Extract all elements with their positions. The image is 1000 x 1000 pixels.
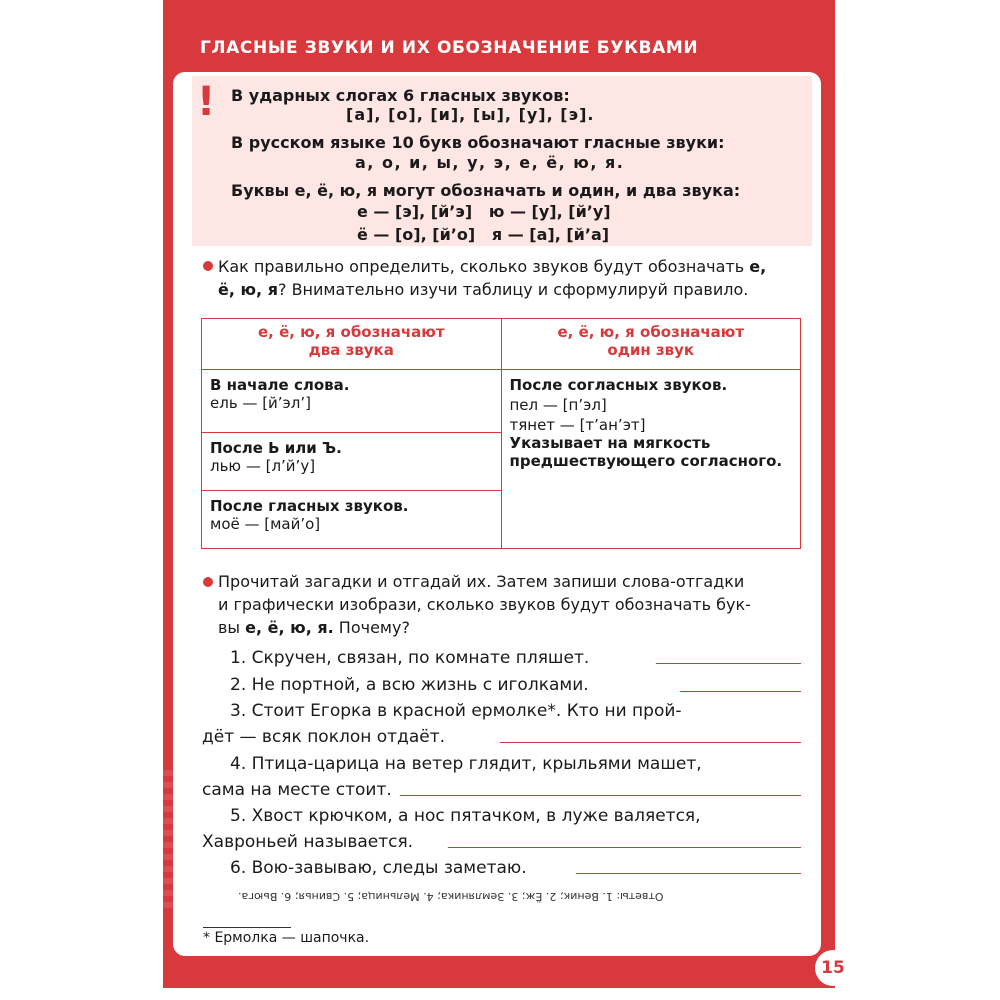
task2-text [218, 570, 803, 639]
cell-example: пел — [п’эл] [509, 396, 607, 414]
task2-line: и графически изобрази, сколько звуков будут обозначать бук- [218, 595, 751, 614]
task1-text [218, 255, 803, 301]
footnote: * Ермолка — шапочка. [203, 930, 370, 946]
page-number: 15 [815, 950, 851, 986]
cell-title: В начале слова. [210, 376, 350, 394]
riddle-1: 1. Скручен, связан, по комнате пляшет. [230, 648, 590, 668]
task2-line: Почему? [333, 618, 410, 637]
answer-line-6[interactable] [576, 873, 801, 874]
table-cell [202, 491, 502, 549]
task1-start: Как правильно определить, сколько звуков будут обозначать [218, 257, 750, 276]
header-text: е, ё, ю, я обозначают [557, 323, 745, 341]
task2-letters: е, ё, ю, я. [245, 618, 334, 637]
cell-example: тянет — [т’ан’эт] [509, 416, 646, 434]
cell-note: Указывает на мягкость [509, 434, 711, 452]
rule-line-3: Буквы е, ё, ю, я могут обозначать и один, и два звука: [231, 181, 741, 200]
riddle-3: 3. Стоит Егорка в красной ермолке*. Кто ни прой- [230, 701, 682, 721]
rule-table [201, 318, 801, 549]
answer-line-1[interactable] [656, 663, 801, 664]
riddle-5: 5. Хвост крючком, а нос пятачком, в луже валяется, [230, 806, 701, 826]
exclamation-icon: ! [197, 79, 216, 125]
answers-upside-down: Ответы: 1. Веник; 2. Ёж; 3. Земляника; 4. Мельница; 5. Свинья; 6. Вьюга. [238, 890, 664, 903]
table-cell [202, 433, 502, 491]
task2-line: вы [218, 618, 246, 637]
task1-end: ? Внимательно изучи таблицу и сформулируй правило. [277, 280, 749, 299]
cell-title: После согласных звуков. [509, 376, 728, 394]
footnote-divider [203, 927, 291, 928]
answer-line-2[interactable] [680, 691, 801, 692]
task2-line: Прочитай загадки и отгадай их. Затем запиши слова-отгадки [218, 572, 745, 591]
riddle-3-cont: дёт — всяк поклон отдаёт. [202, 727, 445, 747]
rule-line-1: В ударных слогах 6 гласных звуков: [231, 86, 570, 105]
rule-line-2: В русском языке 10 букв обозначают гласные звуки: [231, 133, 725, 152]
task-bullet [203, 261, 213, 271]
table-header-two-sounds [202, 319, 502, 370]
cell-note: предшествующего согласного. [509, 452, 783, 470]
cell-example: лью — [л’й’у] [210, 457, 316, 475]
rule-sounds: [а], [о], [и], [ы], [у], [э]. [346, 105, 595, 124]
task-bullet [203, 577, 213, 587]
riddle-4-cont: сама на месте стоит. [202, 780, 392, 800]
table-cell [202, 370, 502, 433]
header-text: один звук [607, 341, 695, 359]
answer-line-3[interactable] [500, 742, 801, 743]
cell-title: После Ь или Ъ. [210, 439, 342, 457]
rule-yo-ya: ё — [о], [й’о] я — [а], [й’а] [357, 225, 610, 244]
task1-letter-e: е, [749, 257, 767, 276]
riddle-2: 2. Не портной, а всю жизнь с иголками. [230, 675, 589, 695]
answer-line-4[interactable] [400, 795, 801, 796]
rule-ee-yu: е — [э], [й’э] ю — [у], [й’у] [357, 202, 611, 221]
rule-letters: а, о, и, ы, у, э, е, ё, ю, я. [355, 153, 625, 172]
riddle-5-cont: Хавроньей называется. [202, 832, 414, 852]
header-text: е, ё, ю, я обозначают [257, 323, 445, 341]
cell-title: После гласных звуков. [210, 497, 409, 515]
section-title: ГЛАСНЫЕ ЗВУКИ И ИХ ОБОЗНАЧЕНИЕ БУКВАМИ [200, 38, 699, 58]
header-text: два звука [308, 341, 394, 359]
answer-line-5[interactable] [448, 847, 801, 848]
riddle-6: 6. Вою-завываю, следы заметаю. [230, 858, 527, 878]
cell-example: ель — [й’эл’] [210, 394, 312, 412]
task1-letters: ё, ю, я [218, 280, 278, 299]
riddle-4: 4. Птица-царица на ветер глядит, крыльями машет, [230, 754, 702, 774]
cell-example: моё — [май’о] [210, 515, 321, 533]
table-cell-right [501, 370, 801, 549]
table-header-one-sound [501, 319, 801, 370]
